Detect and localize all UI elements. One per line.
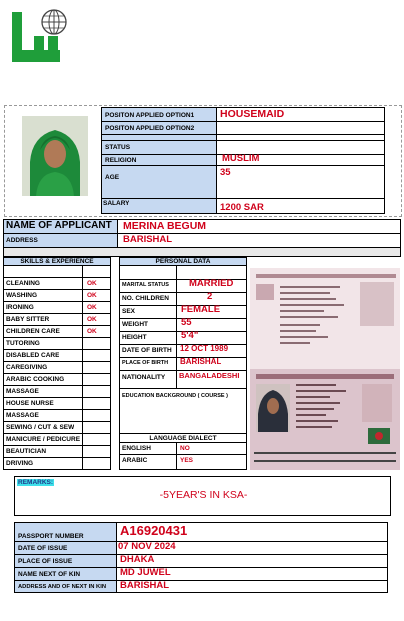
sex-label: SEX: [122, 308, 136, 315]
skill-label: DISABLED CARE: [6, 352, 60, 359]
salary-value: 1200 SAR: [220, 202, 264, 213]
passport-scan-icon: [250, 268, 400, 470]
skill-label: SEWING / CUT & SEW: [6, 424, 75, 431]
next-of-kin-label: NAME NEXT OF KIN: [18, 571, 81, 578]
address-value: BARISHAL: [123, 234, 173, 245]
skill-label: ARABIC COOKING: [6, 376, 65, 383]
skill-value: OK: [87, 292, 97, 299]
skill-label: IRONING: [6, 304, 34, 311]
skill-label: CAREGIVING: [6, 364, 48, 371]
nationality-value: BANGALADESHI: [179, 371, 240, 380]
children-value: 2: [207, 291, 213, 302]
issue-place-value: DHAKA: [120, 554, 155, 565]
name-value: MERINA BEGUM: [123, 220, 207, 232]
age-label: AGE: [105, 174, 120, 181]
position-option1-value: HOUSEMAID: [220, 108, 285, 120]
education-label: EDUCATION BACKGROUND ( COURSE ): [122, 393, 228, 399]
nationality-label: NATIONALITY: [122, 374, 166, 381]
passport-number-value: A16920431: [120, 523, 188, 538]
skill-label: BEAUTICIAN: [6, 448, 47, 455]
salary-label: SALARY: [103, 200, 130, 207]
pob-value: BARISHAL: [180, 357, 222, 366]
language-title: LANGUAGE DIALECT: [149, 435, 217, 442]
personal-data-table: [119, 257, 247, 470]
passport-scan-image: [250, 268, 400, 470]
language-english-label: ENGLISH: [122, 445, 151, 452]
pob-label: PLACE OF BIRTH: [122, 360, 169, 366]
skill-label: CLEANING: [6, 280, 40, 287]
skill-label: TUTORING: [6, 340, 40, 347]
position-option1-label: POSITON APPLIED OPTION1: [105, 112, 195, 119]
language-arabic-label: ARABIC: [122, 457, 148, 464]
skill-value: OK: [87, 280, 97, 287]
kin-address-value: BARISHAL: [120, 580, 170, 591]
kin-address-label: ADDRESS AND OF NEXT IN KIN: [18, 584, 107, 590]
skill-value: OK: [87, 304, 97, 311]
skill-label: BABY SITTER: [6, 316, 50, 323]
issue-date-value: 07 NOV 2024: [118, 541, 176, 552]
name-label: NAME OF APPLICANT: [6, 220, 112, 231]
skill-label: HOUSE NURSE: [6, 400, 54, 407]
skill-value: OK: [87, 328, 97, 335]
language-english-value: NO: [180, 445, 190, 452]
passport-number-label: PASSPORT NUMBER: [18, 533, 84, 540]
remarks-text: -5YEAR'S IN KSA-: [159, 489, 248, 501]
language-arabic-value: YES: [180, 457, 194, 464]
applicant-photo: [22, 116, 88, 196]
weight-value: 55: [181, 317, 192, 328]
remarks-label: REMARKS:: [18, 479, 54, 486]
position-info-table: [101, 107, 385, 214]
next-of-kin-value: MD JUWEL: [120, 567, 171, 578]
sex-value: FEMALE: [181, 304, 221, 315]
marital-value: MARRIED: [189, 278, 234, 289]
agency-logo: [10, 6, 68, 62]
position-option2-label: POSITON APPLIED OPTION2: [105, 125, 195, 132]
skill-label: DRIVING: [6, 460, 34, 467]
spacer-row: [3, 248, 401, 257]
weight-label: WEIGHT: [122, 321, 148, 328]
status-label: STATUS: [105, 144, 131, 151]
marital-label: MARITAL STATUS: [122, 282, 169, 288]
issue-date-label: DATE OF ISSUE: [18, 545, 68, 552]
skill-label: MANICURE / PEDICURE: [6, 436, 81, 443]
applicant-name-table: [3, 219, 401, 248]
remarks-box: [14, 476, 391, 516]
height-label: HEIGHT: [122, 334, 147, 341]
religion-value: MUSLIM: [222, 153, 260, 164]
skill-label: WASHING: [6, 292, 38, 299]
address-label: ADDRESS: [6, 237, 38, 244]
age-value: 35: [220, 167, 231, 178]
issue-place-label: PLACE OF ISSUE: [18, 558, 73, 565]
skill-label: MASSAGE: [6, 412, 39, 419]
skills-table: [3, 257, 111, 470]
skill-value: OK: [87, 316, 97, 323]
skill-label: CHILDREN CARE: [6, 328, 60, 335]
religion-label: RELIGION: [105, 157, 137, 164]
dob-value: 12 OCT 1989: [180, 344, 229, 353]
children-label: NO. CHILDREN: [122, 295, 169, 302]
skills-title: SKILLS & EXPERIENCE: [20, 258, 94, 265]
globe-logo-icon: [10, 6, 68, 62]
dob-label: DATE OF BIRTH: [122, 347, 172, 354]
passport-details-table: [14, 522, 388, 593]
height-value: 5'4": [181, 330, 199, 341]
skill-label: MASSAGE: [6, 388, 39, 395]
applicant-portrait-icon: [22, 116, 88, 196]
personal-title: PERSONAL DATA: [155, 258, 211, 265]
